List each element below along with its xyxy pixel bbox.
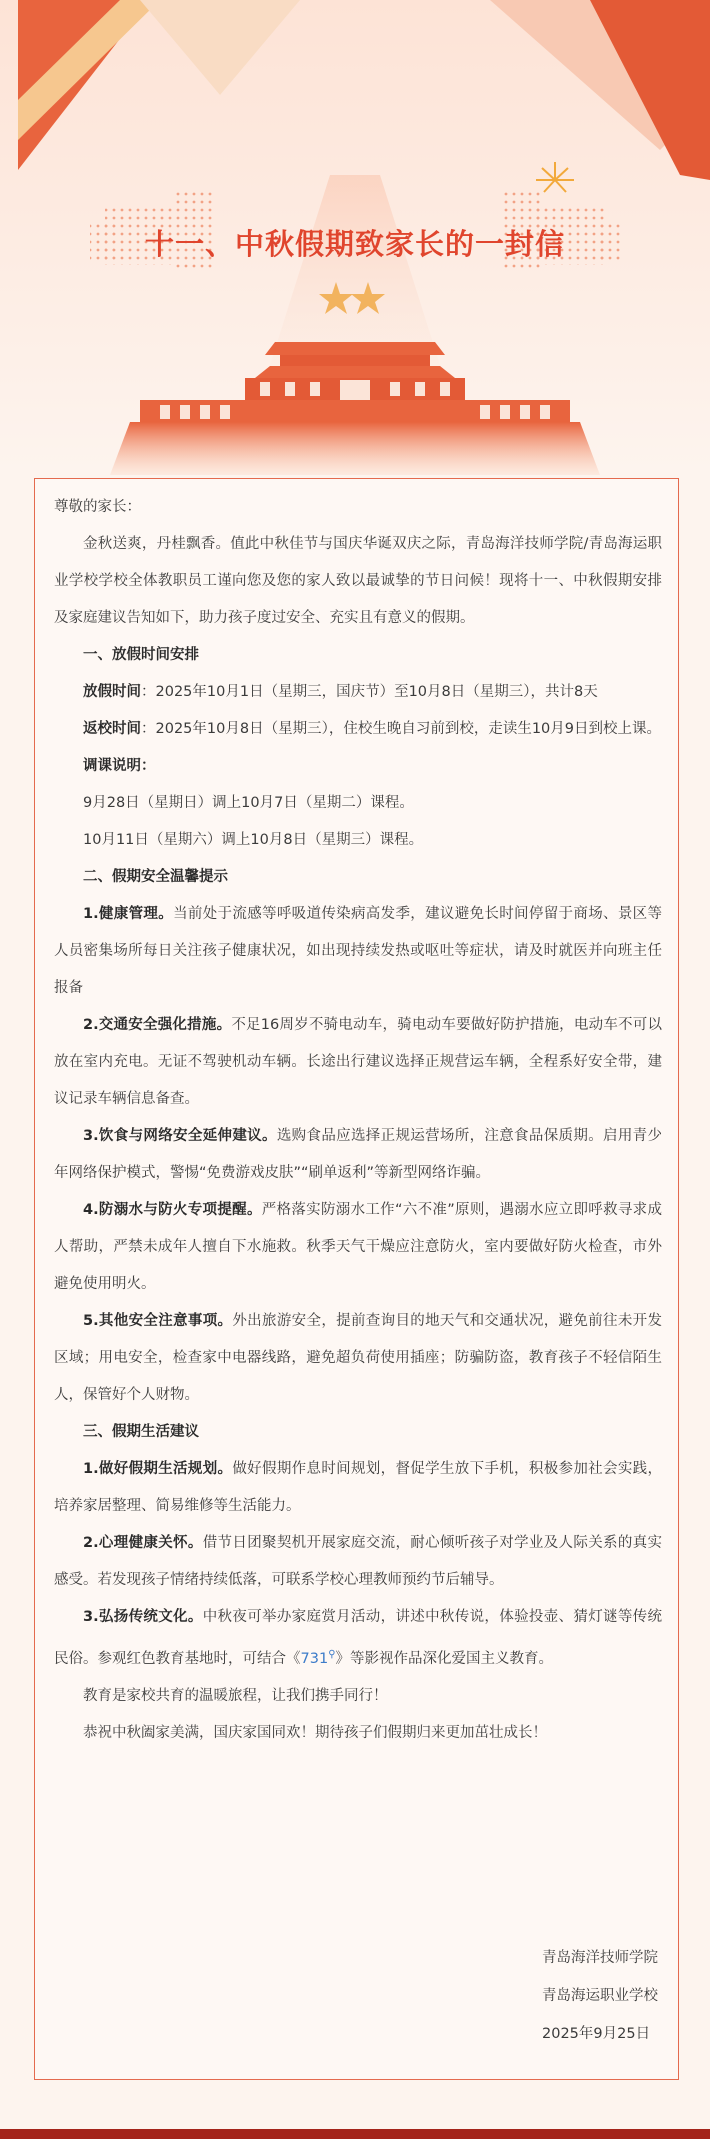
item-title: 1.健康管理。 xyxy=(83,906,174,922)
safety-item xyxy=(54,1007,662,1118)
salutation: 尊敬的家长： xyxy=(54,499,141,515)
return-label: 返校时间 xyxy=(83,721,141,737)
item-title: 4.防溺水与防火专项提醒。 xyxy=(83,1202,262,1218)
return-time xyxy=(54,711,662,748)
letter-content xyxy=(54,489,662,1752)
page-title: 十一、中秋假期致家长的一封信 xyxy=(144,227,565,261)
intro-paragraph: 金秋送爽，丹桂飘香。值此中秋佳节与国庆华诞双庆之际，青岛海洋技师学院/青岛海运职业学校学校全体教职员工谨向您及您的家人致以最诚挚的节日问候！现将十一、中秋假期安排及家庭建议告知如下，助力孩子度过安全、充实且有意义的假期。 xyxy=(54,536,662,626)
safety-item xyxy=(54,1192,662,1303)
item-text: 中秋夜可举办家庭赏月活动，讲述中秋传说，体验投壶、猜灯谜等传统民俗。参观红色教育基地时，可结合《 xyxy=(54,1609,662,1667)
item-title: 2.心理健康关怀。 xyxy=(83,1535,203,1551)
life-item xyxy=(54,1525,662,1599)
item-text: 当前处于流感等呼吸道传染病高发季，建议避免长时间停留于商场、景区等人员密集场所每日关注孩子健康状况，如出现持续发热或呕吐等症状，请及时就医并向班主任报备 xyxy=(54,906,662,996)
section-heading: 二、假期安全温馨提示 xyxy=(83,869,228,885)
item-text: 严格落实防溺水工作“六不准”原则，遇溺水应立即呼救寻求成人帮助，严禁未成年人擅自下水施救。秋季天气干燥应注意防火，室内要做好防火检查，市外避免使用明火。 xyxy=(54,1202,662,1292)
letter-body xyxy=(34,478,679,2080)
safety-item xyxy=(54,1118,662,1192)
safety-item xyxy=(54,896,662,1007)
safety-item xyxy=(54,1303,662,1414)
footer-bar xyxy=(0,2129,710,2139)
holiday-time xyxy=(54,674,662,711)
item-title: 3.饮食与网络安全延伸建议。 xyxy=(83,1128,277,1144)
return-text: ：2025年10月8日（星期三），住校生晚自习前到校，走读生10月9日到校上课。 xyxy=(141,721,662,737)
signature-date: 2025年9月25日 xyxy=(542,2026,651,2042)
item-text: 选购食品应选择正规运营场所，注意食品保质期。启用青少年网络保护模式，警惕“免费游戏皮肤”“刷单返利”等新型网络诈骗。 xyxy=(54,1128,662,1181)
item-text: 做好假期作息时间规划，督促学生放下手机，积极参加社会实践，培养家居整理、简易维修等生活能力。 xyxy=(54,1461,662,1514)
signature-block xyxy=(542,1939,658,2053)
section-heading: 一、放假时间安排 xyxy=(83,647,199,663)
life-item xyxy=(54,1599,662,1678)
closing-line: 教育是家校共育的温暖旅程，让我们携手同行！ xyxy=(83,1687,388,1704)
signature-school: 青岛海运职业学校 xyxy=(542,1988,658,2004)
section-heading: 三、假期生活建议 xyxy=(83,1424,199,1440)
item-text: 借节日团聚契机开展家庭交流，耐心倾听孩子对学业及人际关系的真实感受。若发现孩子情绪持续低落，可联系学校心理教师预约节后辅导。 xyxy=(54,1535,662,1588)
adjust-item: 10月11日（星期六）调上10月8日（星期三）课程。 xyxy=(83,832,424,848)
item-title: 3.弘扬传统文化。 xyxy=(83,1609,203,1625)
search-icon[interactable]: ⚲ xyxy=(328,1649,336,1660)
adjust-label: 调课说明： xyxy=(83,758,156,774)
item-title: 2.交通安全强化措施。 xyxy=(83,1017,232,1033)
item-text: 外出旅游安全，提前查询目的地天气和交通状况，避免前往未开发区域；用电安全，检查家中电器线路，避免超负荷使用插座；防骗防盗，教育孩子不轻信陌生人，保管好个人财物。 xyxy=(54,1313,662,1403)
holiday-text: ：2025年10月1日（星期三，国庆节）至10月8日（星期三），共计8天 xyxy=(141,684,598,700)
item-text: 》等影视作品深化爱国主义教育。 xyxy=(335,1650,554,1667)
item-text: 不足16周岁不骑电动车，骑电动车要做好防护措施，电动车不可以放在室内充电。无证不驾驶机动车辆。长途出行建议选择正规营运车辆，全程系好安全带，建议记录车辆信息备查。 xyxy=(54,1017,662,1107)
closing-line: 恭祝中秋阖家美满，国庆家国同欢！期待孩子们假期归来更加茁壮成长！ xyxy=(83,1724,547,1741)
life-item xyxy=(54,1451,662,1525)
item-title: 5.其他安全注意事项。 xyxy=(83,1313,233,1329)
signature-school: 青岛海洋技师学院 xyxy=(542,1950,658,1966)
adjust-item: 9月28日（星期日）调上10月7日（星期二）课程。 xyxy=(83,795,414,811)
holiday-label: 放假时间 xyxy=(83,684,141,700)
item-title: 1.做好假期生活规划。 xyxy=(83,1461,233,1477)
movie-link[interactable]: 731 xyxy=(300,1650,329,1667)
